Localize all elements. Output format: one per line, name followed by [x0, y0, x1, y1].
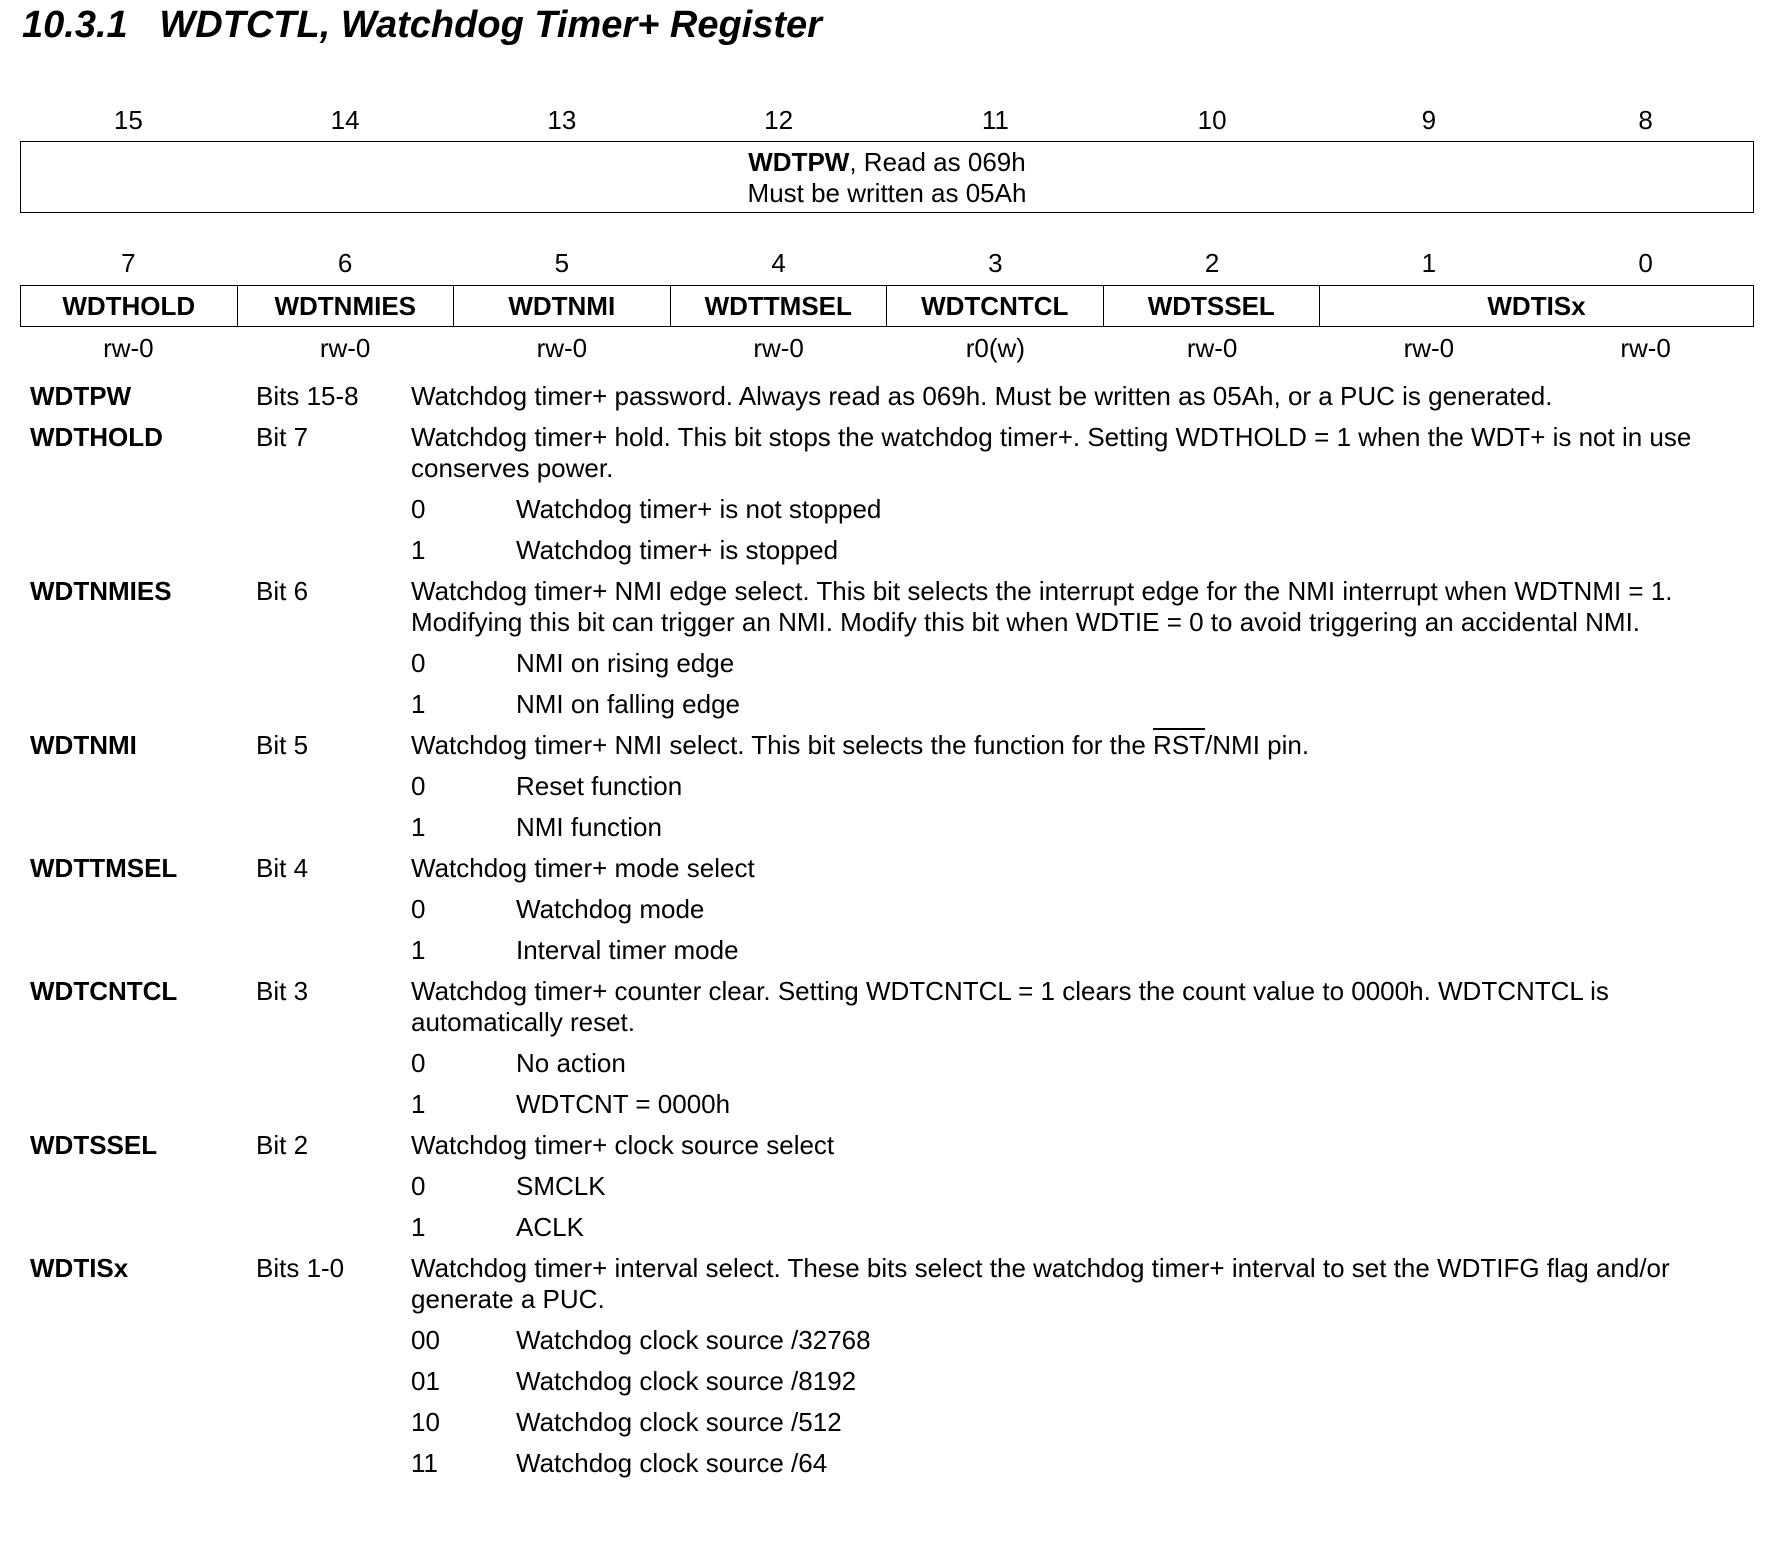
option-value: 1 [411, 1089, 426, 1119]
option-text: NMI on rising edge [516, 648, 735, 678]
option-text: Interval timer mode [516, 935, 739, 965]
access-type: r0(w) [965, 332, 1025, 363]
field-row-wdtnmies [30, 576, 1750, 730]
access-type: rw-0 [1620, 332, 1671, 363]
rst-overline-text: $\overline{RST}$ [1153, 730, 1206, 760]
field-description: Watchdog timer+ hold. This bit stops the watchdog timer+. Setting WDTHOLD = 1 when the WDT+ is not in use conserves power. [411, 422, 1692, 483]
bit-number: 4 [771, 247, 786, 278]
bit-number: 5 [554, 247, 570, 278]
field-option [411, 1048, 1750, 1089]
register-read-text: , Read as 069h [849, 147, 1026, 177]
register-field-cell: WDTCNTCL [887, 286, 1104, 326]
access-type: rw-0 [536, 332, 588, 363]
field-option [411, 1366, 1750, 1407]
option-value: 00 [411, 1325, 440, 1355]
field-option [411, 1407, 1750, 1448]
option-text: SMCLK [516, 1171, 606, 1201]
field-descriptions [30, 381, 1750, 1489]
field-row-wdthold [30, 422, 1750, 576]
field-bits: Bit 3 [256, 976, 309, 1006]
bit-number: 15 [113, 104, 143, 135]
option-text: Watchdog clock source /8192 [516, 1366, 857, 1396]
field-option [411, 648, 1750, 689]
field-option [411, 771, 1750, 812]
field-bits: Bits 1-0 [256, 1253, 345, 1283]
option-value: 1 [411, 1212, 426, 1242]
option-text: Reset function [516, 771, 683, 801]
field-name: WDTSSEL [30, 1130, 158, 1160]
page-title: 10.3.1 WDTCTL, Watchdog Timer+ Register [22, 4, 822, 46]
bit-number: 12 [764, 104, 794, 135]
option-value: 11 [411, 1448, 438, 1478]
bit-number: 9 [1421, 104, 1437, 135]
field-bits: Bit 5 [256, 730, 309, 760]
register-field-cell: WDTISx [1487, 290, 1586, 321]
access-type: rw-0 [319, 332, 371, 363]
option-text: Watchdog clock source /64 [516, 1448, 828, 1478]
field-option [411, 1325, 1750, 1366]
register-field-cell: WDTTMSEL [671, 286, 888, 326]
access-row [20, 328, 1754, 368]
option-text: No action [516, 1048, 626, 1078]
access-type: rw-0 [753, 332, 804, 363]
field-name: WDTCNTCL [30, 976, 178, 1006]
register-field-name: WDTPW [748, 147, 850, 177]
access-type: rw-0 [1186, 332, 1238, 363]
register-field-cell: WDTSSEL [1104, 286, 1321, 326]
option-value: 01 [411, 1366, 440, 1396]
field-row-wdtssel [30, 1130, 1750, 1253]
field-bits: Bit 6 [256, 576, 309, 606]
field-description: Watchdog timer+ password. Always read as 069h. Must be written as 05Ah, or a PUC is generated. [411, 381, 1553, 411]
option-value: 0 [411, 494, 426, 524]
field-option [411, 689, 1750, 730]
field-row-wdttmsel [30, 853, 1750, 976]
field-bits: Bit 2 [256, 1130, 309, 1160]
field-option [411, 1171, 1750, 1212]
option-text: Watchdog timer+ is stopped [516, 535, 839, 565]
option-text: Watchdog timer+ is not stopped [516, 494, 882, 524]
register-field-cell: WDTHOLD [21, 286, 238, 326]
bit-number: 0 [1638, 247, 1653, 278]
field-option [411, 535, 1750, 576]
field-description: Watchdog timer+ counter clear. Setting WDTCNTCL = 1 clears the count value to 0000h. WDTCNTCL is automatically reset. [411, 976, 1609, 1037]
register-field-cell: WDTNMI [454, 286, 671, 326]
field-bits: Bit 7 [256, 422, 309, 452]
field-option [411, 1448, 1750, 1489]
field-row-wdtisx [30, 1253, 1750, 1489]
field-bits: Bits 15-8 [256, 381, 359, 411]
field-bits: Bit 4 [256, 853, 309, 883]
description-text: Watchdog timer+ NMI select. This bit selects the function for the [411, 730, 1154, 760]
field-row-wdtnmi [30, 730, 1750, 853]
option-text: Watchdog clock source /32768 [516, 1325, 871, 1355]
bit-number: 11 [981, 104, 1009, 135]
option-text: Watchdog clock source /512 [516, 1407, 842, 1437]
bit-number: 14 [330, 104, 360, 135]
option-value: 0 [411, 894, 426, 924]
bit-number: 13 [547, 104, 577, 135]
description-text: /NMI pin. [1205, 730, 1310, 760]
option-text: ACLK [516, 1212, 584, 1242]
register-write-text: Must be written as 05Ah [747, 178, 1027, 208]
field-option [411, 1212, 1750, 1253]
bit-number: 8 [1638, 104, 1653, 135]
field-row-wdtcntcl [30, 976, 1750, 1130]
option-text: NMI on falling edge [516, 689, 741, 719]
register-high-byte [20, 141, 1754, 213]
field-name: WDTPW [30, 381, 132, 411]
option-value: 0 [411, 1171, 426, 1201]
option-value: 1 [411, 689, 426, 719]
option-value: 10 [411, 1407, 440, 1437]
field-description: Watchdog timer+ NMI edge select. This bit selects the interrupt edge for the NMI interrupt when WDTNMI = 1. Modifying this bit can trigger an NMI. Modify this bit when WDTIE = 0 to avoid triggering an accidental NMI. [411, 576, 1673, 637]
field-name: WDTNMI [30, 730, 137, 760]
bit-numbers-high [20, 100, 1754, 140]
field-description [411, 730, 1750, 761]
option-value: 0 [411, 1048, 426, 1078]
field-option [411, 494, 1750, 535]
register-low-byte [20, 285, 1754, 327]
bit-number: 1 [1421, 247, 1437, 278]
field-name: WDTISx [30, 1253, 129, 1283]
bit-number: 3 [988, 247, 1003, 278]
field-description: Watchdog timer+ interval select. These bits select the watchdog timer+ interval to set the WDTIFG flag and/or generate a PUC. [411, 1253, 1670, 1314]
access-type: rw-0 [1403, 332, 1455, 363]
field-name: WDTHOLD [30, 422, 163, 452]
field-option [411, 935, 1750, 976]
option-text: WDTCNT = 0000h [516, 1089, 731, 1119]
field-description: Watchdog timer+ mode select [411, 853, 755, 883]
field-option [411, 812, 1750, 853]
bit-number: 7 [121, 247, 136, 278]
field-option [411, 894, 1750, 935]
option-text: NMI function [516, 812, 662, 842]
access-type: rw-0 [103, 332, 154, 363]
option-text: Watchdog mode [516, 894, 705, 924]
bit-numbers-low [20, 243, 1754, 283]
option-value: 1 [411, 812, 426, 842]
field-row-wdtpw [30, 381, 1750, 422]
field-option [411, 1089, 1750, 1130]
bit-number: 6 [337, 247, 353, 278]
option-value: 0 [411, 648, 426, 678]
option-value: 0 [411, 771, 426, 801]
option-value: 1 [411, 935, 426, 965]
bit-number: 10 [1197, 104, 1227, 135]
option-value: 1 [411, 535, 426, 565]
field-name: WDTTMSEL [30, 853, 178, 883]
register-field-cell: WDTNMIES [238, 286, 455, 326]
bit-number: 2 [1204, 247, 1220, 278]
field-description: Watchdog timer+ clock source select [411, 1130, 835, 1160]
field-name: WDTNMIES [30, 576, 172, 606]
